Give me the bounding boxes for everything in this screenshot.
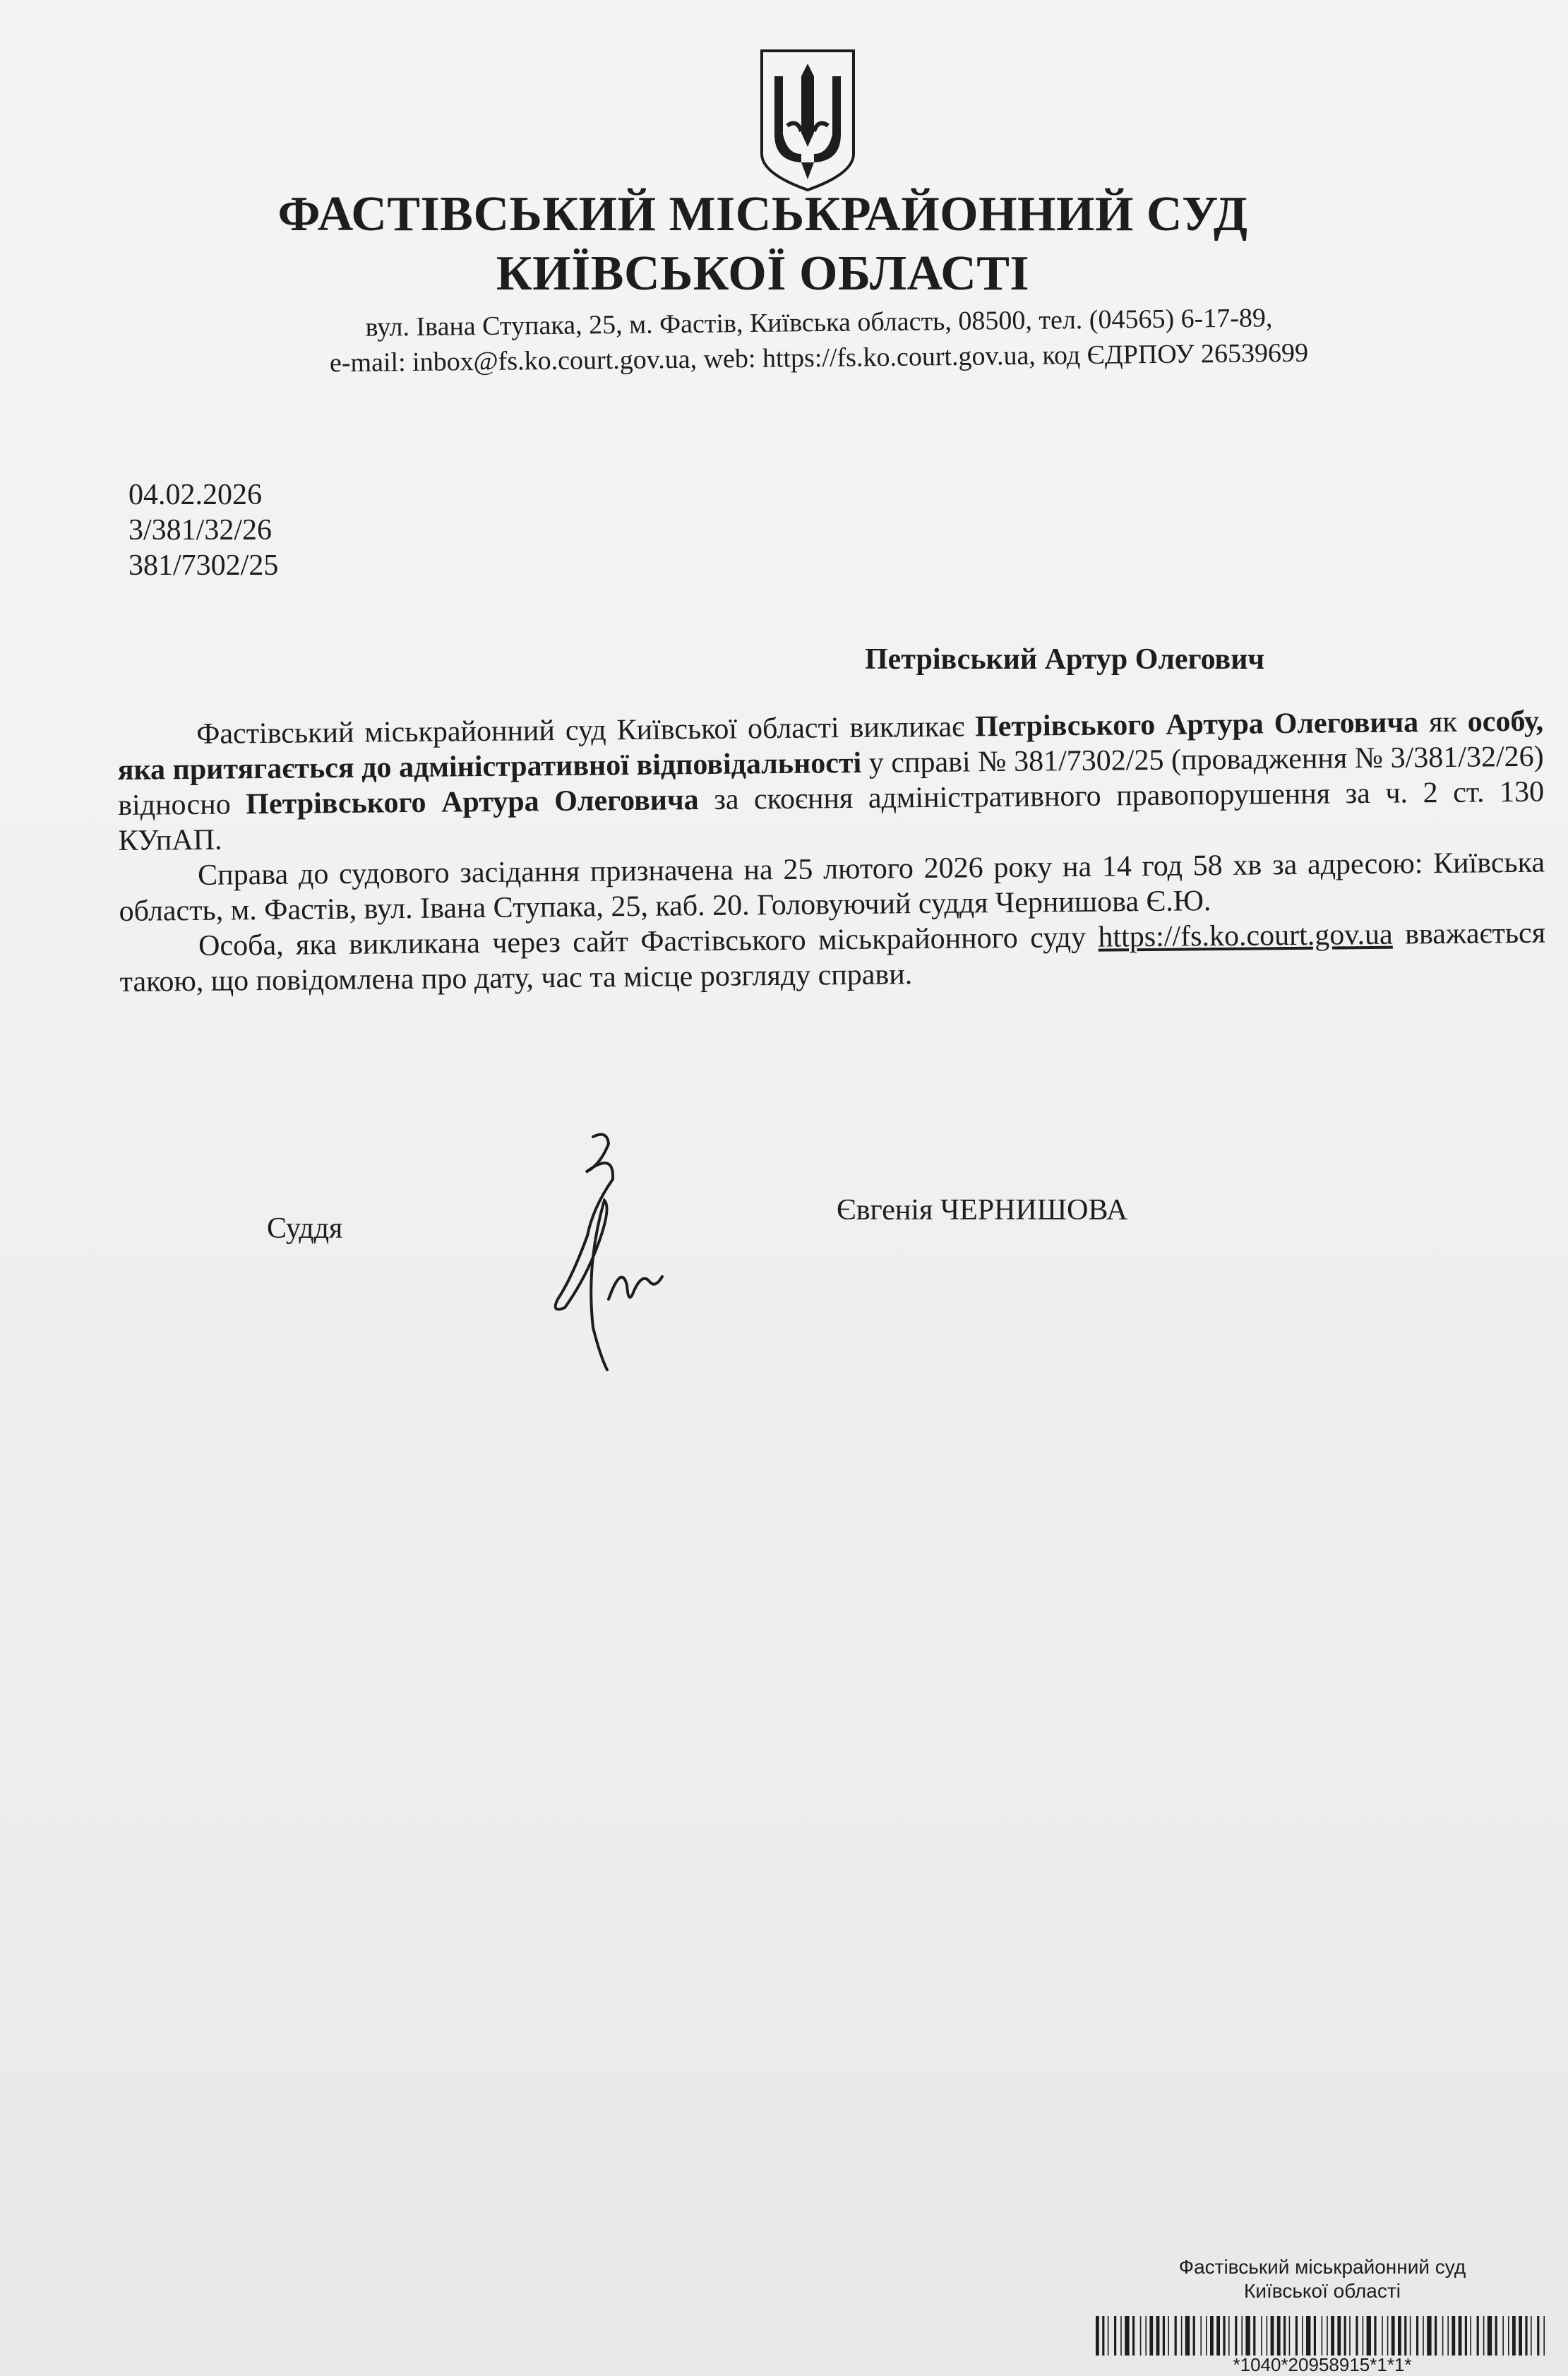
barcode-bar <box>1374 2316 1376 2356</box>
barcode-bar <box>1289 2316 1291 2356</box>
barcode-bar <box>1210 2316 1214 2356</box>
text-segment: вважається такою, що повідомлена про дату, час та місце розгляду справи. <box>119 917 1546 998</box>
document-references <box>128 477 278 583</box>
barcode-bar <box>1483 2316 1485 2356</box>
barcode-bar <box>1181 2316 1183 2356</box>
barcode-bar <box>1253 2316 1255 2356</box>
barcode-bar <box>1302 2316 1303 2356</box>
barcode-bar <box>1470 2316 1471 2356</box>
barcode-bar <box>1355 2316 1358 2356</box>
barcode-bar <box>1283 2316 1286 2356</box>
barcode-bar <box>1435 2316 1437 2356</box>
barcode-bar <box>1271 2316 1274 2356</box>
barcode-bar <box>1447 2316 1449 2356</box>
document-date: 04.02.2026 <box>128 479 262 511</box>
registry-stamp <box>1093 2255 1552 2303</box>
barcode-bar <box>1525 2316 1527 2356</box>
person-name: Петрівського Артура Олеговича <box>974 706 1419 744</box>
barcode-bar <box>1241 2316 1243 2356</box>
barcode-bar <box>1423 2316 1424 2356</box>
court-name-line-1: ФАСТІВСЬКИЙ МІСЬКРАЙОННИЙ СУД <box>277 187 1248 241</box>
barcode-bar <box>1261 2316 1262 2356</box>
court-email-web: e-mail: inbox@fs.ko.court.gov.ua, web: https://fs.ko.court.gov.ua, код ЄДРПОУ 26539699 <box>329 338 1309 378</box>
barcode-bar <box>1114 2316 1116 2356</box>
barcode-bar <box>1398 2316 1401 2356</box>
barcode-bar <box>1120 2316 1122 2356</box>
barcode-bar <box>1416 2316 1418 2356</box>
paragraph-notice <box>119 916 1546 1000</box>
barcode-bar <box>1175 2316 1177 2356</box>
barcode-bar <box>1452 2316 1455 2356</box>
barcode-bar <box>1477 2316 1479 2356</box>
barcode-bar <box>1392 2316 1395 2356</box>
judge-label: Суддя <box>267 1212 343 1245</box>
text-segment: Фастівський міськрайонний суд Київської області викликає <box>196 710 976 751</box>
barcode-bar <box>1295 2316 1298 2356</box>
court-contacts <box>254 305 1384 376</box>
person-role: особу, яка притягається до адміністративної відповідальності <box>117 705 1544 787</box>
barcode-bar <box>1404 2316 1406 2356</box>
barcode-bar <box>1163 2316 1165 2356</box>
barcode-bar <box>1495 2316 1497 2356</box>
barcode-bar <box>1537 2316 1539 2356</box>
barcode-bar <box>1140 2316 1142 2356</box>
barcode-number: *1040*20958915*1*1* <box>1233 2354 1412 2375</box>
barcode-bar <box>1502 2316 1504 2356</box>
barcode-bar <box>1331 2316 1334 2356</box>
court-website-link[interactable]: https://fs.ko.court.gov.ua <box>1098 918 1393 954</box>
court-address: вул. Івана Ступака, 25, м. Фастів, Київська область, 08500, тел. (04565) 6-17-89, <box>365 303 1273 342</box>
barcode-bar <box>1382 2316 1383 2356</box>
barcode-bar <box>1349 2316 1351 2356</box>
barcode-bar <box>1228 2316 1230 2356</box>
person-name: Петрівського Артура Олеговича <box>246 784 699 821</box>
paragraph-summons <box>117 704 1545 859</box>
summons-body <box>117 704 1546 1000</box>
barcode-bar <box>1223 2316 1225 2356</box>
text-segment: як <box>1418 705 1468 739</box>
barcode-bar <box>1156 2316 1160 2356</box>
barcode-bar <box>1459 2316 1462 2356</box>
barcode-bar <box>1543 2316 1545 2356</box>
barcode-bar <box>1508 2316 1509 2356</box>
barcode-bar <box>1145 2316 1147 2356</box>
barcode-bar <box>1512 2316 1516 2356</box>
registry-barcode <box>1093 2316 1552 2358</box>
text-segment: Особа, яка викликана через сайт Фастівського міськрайонного суду <box>198 921 1099 962</box>
case-number: 381/7302/25 <box>128 549 279 582</box>
barcode-bar <box>1216 2316 1220 2356</box>
barcode-bar <box>1235 2316 1237 2356</box>
handwritten-signature <box>544 1123 671 1384</box>
judge-name: Євгенія ЧЕРНИШОВА <box>837 1194 1128 1226</box>
barcode-bar <box>1096 2316 1099 2356</box>
barcode-bar <box>1200 2316 1202 2356</box>
barcode-bar <box>1465 2316 1467 2356</box>
barcode-bar <box>1102 2316 1104 2356</box>
court-name <box>0 185 1568 304</box>
barcode-bar <box>1488 2316 1492 2356</box>
barcode-bar <box>1531 2316 1532 2356</box>
barcode-bar <box>1387 2316 1389 2356</box>
barcode-bar <box>1245 2316 1250 2356</box>
barcode-bar <box>1367 2316 1371 2356</box>
barcode-bar <box>1363 2316 1364 2356</box>
barcode-bar <box>1125 2316 1129 2356</box>
barcode-bar <box>1306 2316 1310 2356</box>
barcode-bar <box>1267 2316 1268 2356</box>
barcode-bar <box>1337 2316 1341 2356</box>
text-segment: у справі № 381/7302/25 (провадження № 3/381/32/26) відносно <box>117 740 1544 822</box>
stamp-line-1: Фастівський міськрайонний суд <box>1178 2256 1466 2278</box>
paragraph-hearing: Справа до судового засідання призначена на 25 лютого 2026 року на 14 год 58 хв за адресою: Київська область, м. Фастів, вул. Івана Ступака, 25, каб. 20. Головуючий суддя Чернишова Є.Ю. <box>119 846 1545 928</box>
barcode-bar <box>1314 2316 1316 2356</box>
barcode-bar <box>1108 2316 1109 2356</box>
barcode-bar <box>1442 2316 1444 2356</box>
barcode-bar <box>1327 2316 1328 2356</box>
barcode-bar <box>1277 2316 1281 2356</box>
barcode-bar <box>1519 2316 1522 2356</box>
addressee-name: Петрівський Артур Олегович <box>865 643 1265 676</box>
barcode-bar <box>1185 2316 1190 2356</box>
court-name-line-2: КИЇВСЬКОЇ ОБЛАСТІ <box>496 246 1030 301</box>
tryzub-coat-of-arms-icon <box>759 48 856 193</box>
text-segment: за скоєння адміністративного правопорушення за ч. 2 ст. 130 КУпАП. <box>118 775 1545 857</box>
barcode-bar <box>1206 2316 1207 2356</box>
barcode-bar <box>1168 2316 1169 2356</box>
barcode-bar <box>1132 2316 1135 2356</box>
barcode-bar <box>1344 2316 1346 2356</box>
stamp-line-2: Київської області <box>1244 2280 1401 2302</box>
barcode-bar <box>1149 2316 1153 2356</box>
barcode-bar <box>1322 2316 1323 2356</box>
proceeding-number: 3/381/32/26 <box>128 514 273 547</box>
barcode-bar <box>1193 2316 1195 2356</box>
barcode-bar <box>1427 2316 1431 2356</box>
barcode-bar <box>1410 2316 1411 2356</box>
